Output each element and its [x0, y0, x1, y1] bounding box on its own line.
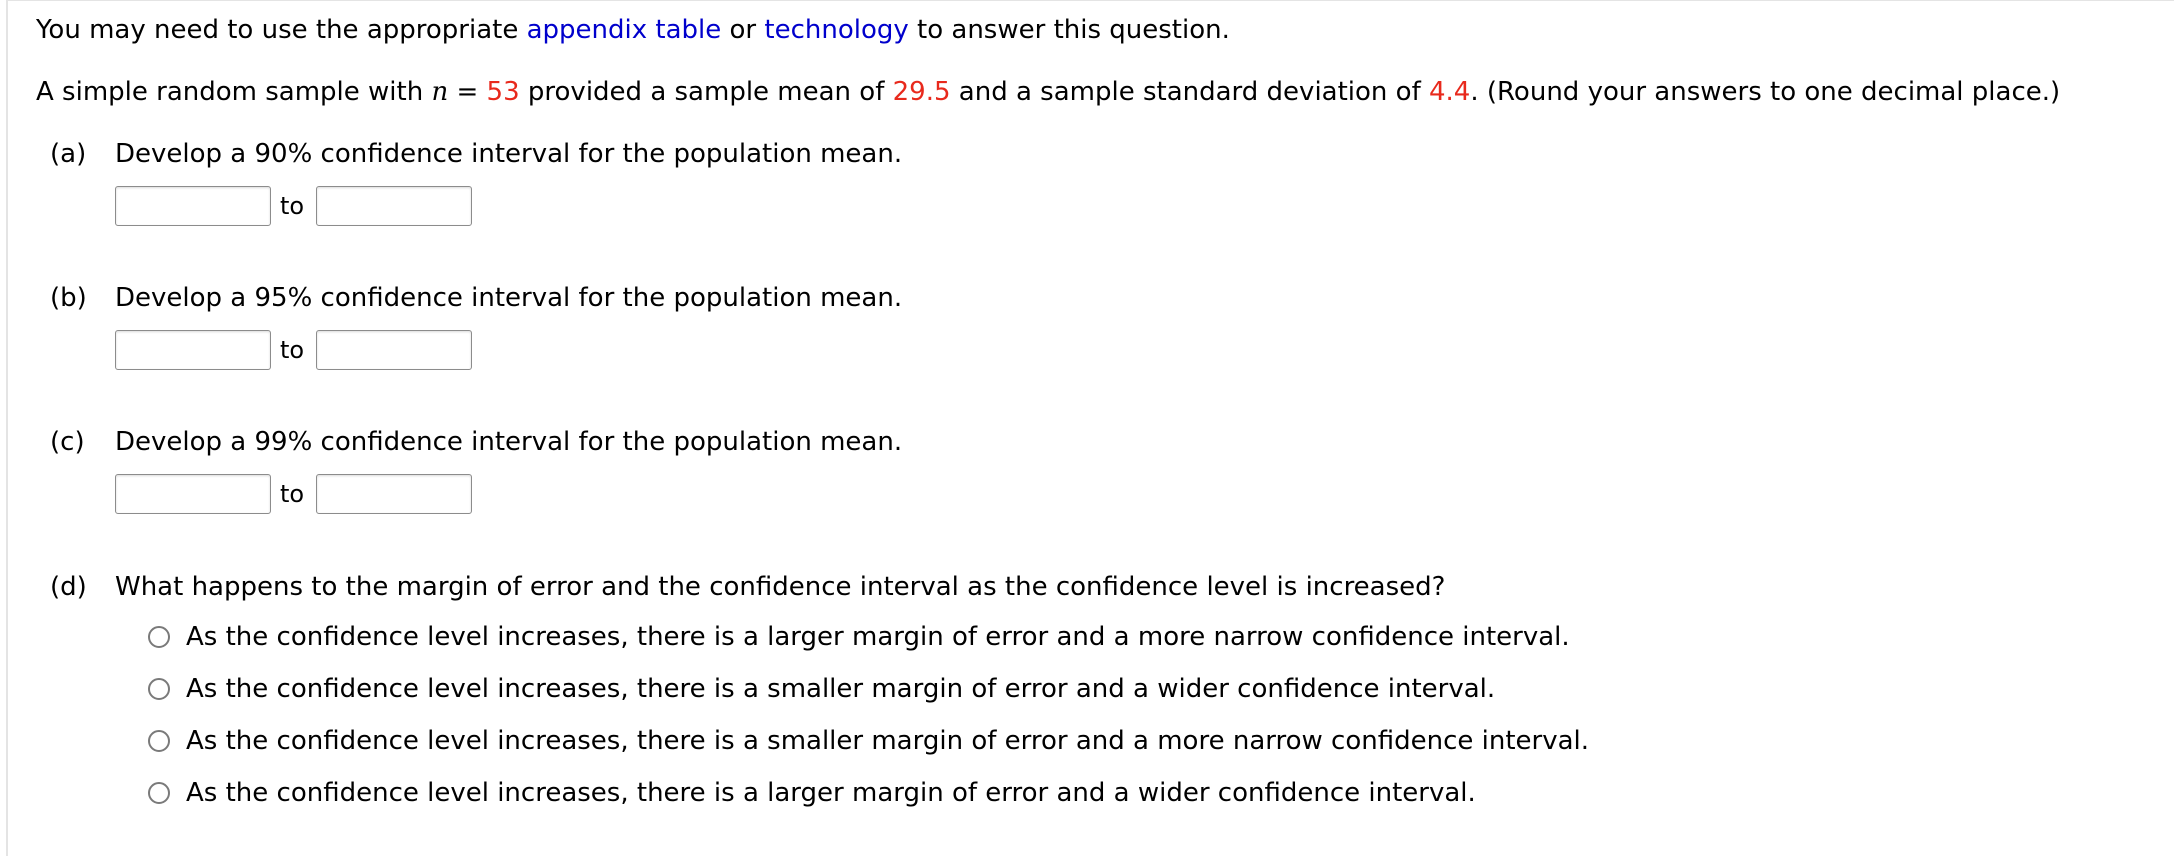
problem-text-3: and a sample standard deviation of — [950, 77, 1429, 107]
part-b-question: Develop a 95% confidence interval for the population mean. — [115, 283, 903, 313]
part-b-lower-input[interactable] — [115, 330, 271, 370]
top-border — [6, 0, 2174, 1]
problem-text-4: . (Round your answers to one decimal place.) — [1470, 77, 2061, 107]
part-a-to-label: to — [280, 192, 305, 220]
part-b-upper-input[interactable] — [316, 330, 472, 370]
appendix-table-link[interactable]: appendix table — [526, 15, 722, 45]
part-b-label: (b) — [50, 283, 87, 313]
n-symbol: n — [431, 77, 449, 107]
part-d-option-1[interactable] — [148, 619, 1570, 655]
intro-line — [36, 14, 1230, 46]
intro-middle: or — [721, 15, 765, 45]
part-a-label: (a) — [50, 139, 87, 169]
sample-mean-value: 29.5 — [892, 77, 951, 107]
part-c-upper-input[interactable] — [316, 474, 472, 514]
part-a-lower-input[interactable] — [115, 186, 271, 226]
option-label: As the confidence level increases, there is a smaller margin of error and a wider confidence interval. — [186, 674, 1496, 704]
problem-text-2: provided a sample mean of — [519, 77, 893, 107]
part-c-question: Develop a 99% confidence interval for the population mean. — [115, 427, 903, 457]
option-label: As the confidence level increases, there is a larger margin of error and a wider confidence interval. — [186, 778, 1476, 808]
radio-button[interactable] — [148, 626, 170, 648]
part-d-question: What happens to the margin of error and the confidence interval as the confidence level is increased? — [115, 572, 1446, 602]
part-d-option-3[interactable] — [148, 723, 1589, 759]
option-label: As the confidence level increases, there is a smaller margin of error and a more narrow confidence interval. — [186, 726, 1590, 756]
intro-suffix: to answer this question. — [908, 15, 1230, 45]
left-border — [6, 0, 8, 856]
equals-sign: = — [448, 77, 487, 107]
part-a-upper-input[interactable] — [316, 186, 472, 226]
radio-button[interactable] — [148, 678, 170, 700]
part-d-label: (d) — [50, 572, 87, 602]
part-d-option-2[interactable] — [148, 671, 1495, 707]
part-c-lower-input[interactable] — [115, 474, 271, 514]
radio-button[interactable] — [148, 730, 170, 752]
part-d-option-4[interactable] — [148, 775, 1476, 811]
part-c-label: (c) — [50, 427, 85, 457]
part-c-to-label: to — [280, 480, 305, 508]
problem-text-1: A simple random sample with — [36, 77, 432, 107]
problem-statement — [36, 76, 2060, 108]
part-a-question: Develop a 90% confidence interval for the population mean. — [115, 139, 903, 169]
intro-prefix: You may need to use the appropriate — [36, 15, 527, 45]
part-b-to-label: to — [280, 336, 305, 364]
sample-size-value: 53 — [486, 77, 520, 107]
sample-sd-value: 4.4 — [1429, 77, 1471, 107]
radio-button[interactable] — [148, 782, 170, 804]
option-label: As the confidence level increases, there is a larger margin of error and a more narrow confidence interval. — [186, 622, 1570, 652]
technology-link[interactable]: technology — [764, 15, 909, 45]
